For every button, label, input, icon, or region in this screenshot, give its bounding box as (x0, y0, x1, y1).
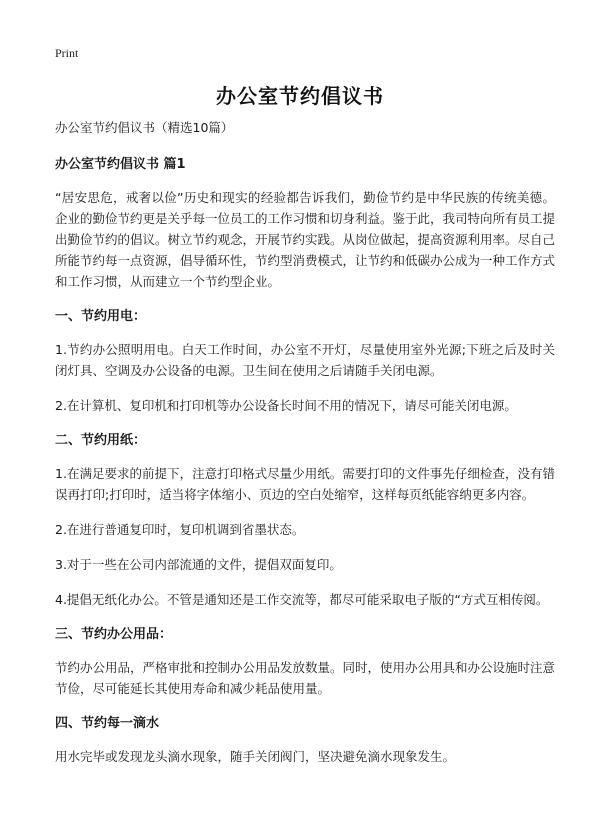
print-link[interactable]: Print (55, 46, 79, 60)
section-paragraph: 3.对于一些在公司内部流通的文件，提倡双面复印。 (55, 557, 342, 572)
section-paragraph: 1.在满足要求的前提下，注意打印格式尽量少用纸。需要打印的文件事先仔细检查，没有错误再打印;打印时，适当将字体缩小、页边的空白处缩窄，这样每页纸能容纳更多内容。 (55, 466, 555, 502)
section-heading-supplies: 三、节约办公用品： (55, 627, 173, 642)
section-paragraph: 用水完毕或发现龙头滴水现象，随手关闭阀门，坚决避免滴水现象发生。 (55, 749, 456, 764)
section-heading-water: 四、节约每一滴水 (55, 716, 160, 731)
section-paragraph: 4.提倡无纸化办公。不管是通知还是工作交流等，都尽可能采取电子版的“方式互相传阅。 (55, 592, 549, 607)
document-body (55, 117, 555, 781)
section-paragraph: 节约办公用品，严格审批和控制办公用品发放数量。同时，使用办公用具和办公设施时注意节俭，尽可能延长其使用寿命和减少耗品使用量。 (55, 660, 556, 696)
section-paragraph: 1.节约办公照明用电。白天工作时间，办公室不开灯，尽量使用室外光源;下班之后及时关闭灯具、空调及办公设备的电源。卫生间在使用之后请随手关闭电源。 (55, 342, 555, 378)
page-title: 办公室节约倡议书 (216, 84, 384, 108)
section-heading-electricity: 一、节约用电： (55, 309, 147, 324)
section-paragraph: 2.在计算机、复印机和打印机等办公设备长时间不用的情况下，请尽可能关闭电源。 (55, 398, 517, 413)
intro-paragraph: “居安思危，戒奢以俭”历史和现实的经验都告诉我们，勤俭节约是中华民族的传统美德。企业的勤俭节约更是关乎每一位员工的工作习惯和切身利益。鉴于此，我司特向所有员工提出勤俭节约的倡议。树立节约观念，开展节约实践。从岗位做起，提高资源利用率。尽自己所能节约每一点资源，倡导循环性，节约型消费模式，让节约和低碳办公成为一种工作方式和工作习惯，从而建立一个节约型企业。 (55, 190, 556, 289)
document-subtitle: 办公室节约倡议书（精选10篇） (55, 120, 234, 135)
section-paragraph: 2.在进行普通复印时，复印机调到省墨状态。 (55, 522, 305, 537)
article-heading: 办公室节约倡议书 篇1 (55, 157, 186, 172)
section-heading-paper: 二、节约用纸： (55, 433, 147, 448)
